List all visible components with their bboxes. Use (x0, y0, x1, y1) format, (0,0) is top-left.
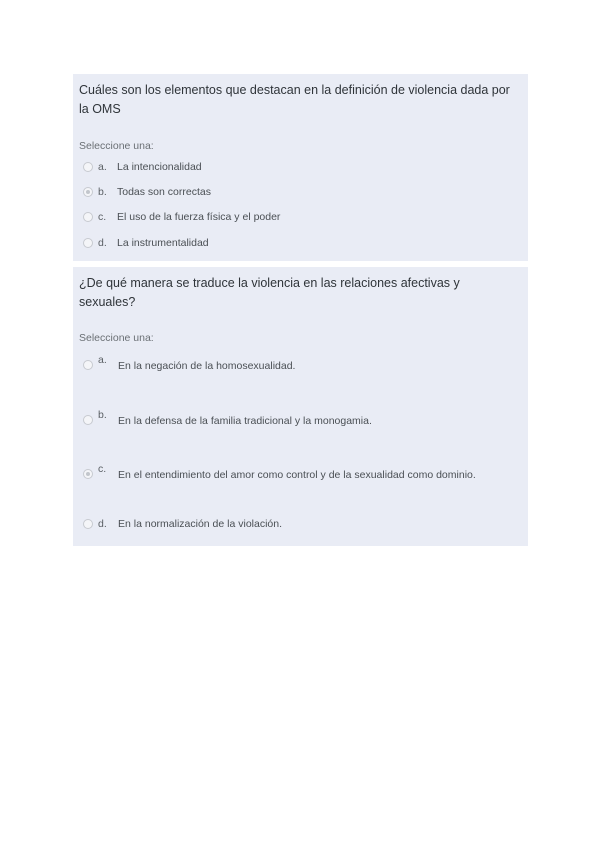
option-letter: c. (98, 463, 107, 475)
option-letter: d. (98, 518, 107, 530)
radio-button-selected[interactable] (83, 469, 93, 479)
radio-button[interactable] (83, 238, 93, 248)
radio-button[interactable] (83, 360, 93, 370)
option-label: La intencionalidad (117, 161, 202, 173)
radio-button[interactable] (83, 415, 93, 425)
option-label: En la normalización de la violación. (118, 518, 283, 530)
option-label: El uso de la fuerza física y el poder (117, 211, 281, 223)
question-card-2 (73, 267, 528, 546)
question-text: Cuáles son los elementos que destacan en la definición de violencia dada por la OMS (79, 83, 510, 116)
radio-button[interactable] (83, 519, 93, 529)
radio-button[interactable] (83, 212, 93, 222)
radio-button[interactable] (83, 162, 93, 172)
option-letter: c. (98, 211, 107, 223)
option-label: En la defensa de la familia tradicional y la monogamia. (118, 415, 372, 427)
option-letter: b. (98, 186, 107, 198)
option-label: En la negación de la homosexualidad. (118, 360, 296, 372)
radio-button-selected[interactable] (83, 187, 93, 197)
option-letter: a. (98, 161, 107, 173)
select-one-prompt: Seleccione una: (79, 332, 154, 344)
question-text: ¿De qué manera se traduce la violencia en las relaciones afectivas y sexuales? (79, 276, 460, 309)
option-letter: a. (98, 354, 107, 366)
option-letter: d. (98, 237, 107, 249)
option-letter: b. (98, 409, 107, 421)
option-label: En el entendimiento del amor como control y de la sexualidad como dominio. (118, 469, 476, 481)
option-label: Todas son correctas (117, 186, 211, 198)
question-card-1 (73, 74, 528, 261)
option-label: La instrumentalidad (117, 237, 209, 249)
select-one-prompt: Seleccione una: (79, 140, 154, 152)
